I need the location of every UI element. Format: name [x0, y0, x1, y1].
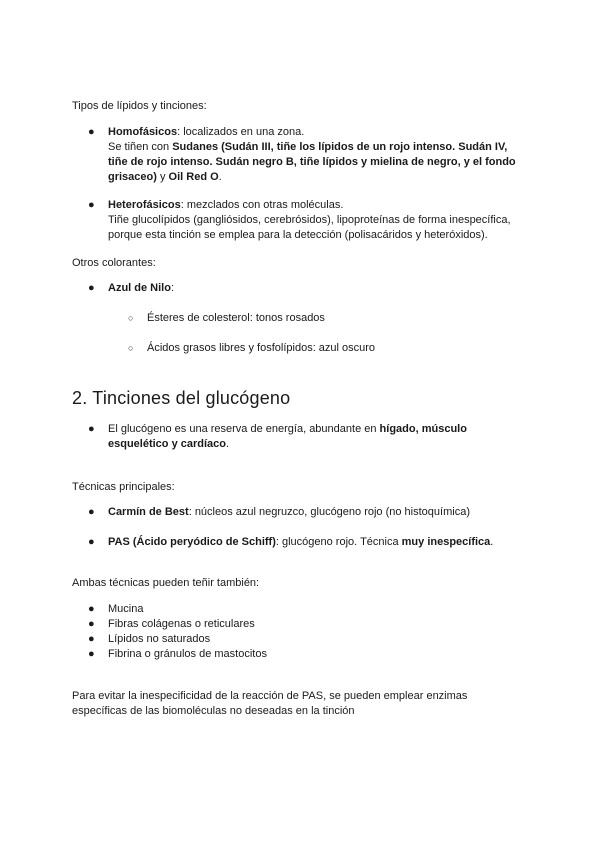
azul-nilo-colon: : [170, 282, 175, 294]
bullet-icon: ● [88, 199, 95, 211]
homofasicos-line4-bold: grisaceo) [108, 171, 157, 183]
heterofasicos-line3: porque esta tinción se emplea para la detección (polisacáridos y heteróxidos). [108, 229, 488, 241]
ambas-title: Ambas técnicas pueden teñir también: [72, 577, 260, 589]
oil-red-o: Oil Red O [168, 171, 219, 183]
list-item-fibras [88, 617, 548, 632]
carmin-best-text [108, 505, 528, 520]
pas-desc: : glucógeno rojo. Técnica [275, 536, 402, 548]
heterofasicos-text [108, 198, 528, 243]
intro-text: Tipos de lípidos y tinciones: [72, 100, 207, 112]
list-item-pas [88, 535, 548, 550]
homofasicos-line2-plain: Se tiñen con [108, 141, 173, 153]
bullet-icon: ● [88, 618, 95, 630]
mucina-text: Mucina [108, 603, 144, 615]
pas-term: PAS (Ácido peryódico de Schiff) [108, 536, 276, 548]
tecnicas-title: Técnicas principales: [72, 481, 175, 493]
homofasicos-line2-bold: Sudanes (Sudán III, tiñe los lípidos de un rojo intenso. Sudán IV, [172, 141, 508, 153]
list-item-carmin-best [88, 505, 548, 520]
list-item-mucina [88, 602, 548, 617]
list-item-heterofasicos [88, 198, 548, 243]
azul-nilo-text [108, 281, 528, 296]
final-paragraph-line2: específicas de las biomoléculas no deseadas en la tinción [72, 705, 355, 717]
azul-nilo-term: Azul de Nilo [108, 282, 171, 294]
bullet-icon: ● [88, 423, 95, 435]
glucogeno-line2-end: . [226, 438, 230, 450]
carmin-best-term: Carmín de Best [108, 506, 189, 518]
list-item-fibrina [88, 647, 548, 662]
homofasicos-line4-end: . [218, 171, 222, 183]
otros-colorantes-title: Otros colorantes: [72, 257, 156, 269]
heterofasicos-line2: Tiñe glucolípidos (gangliósidos, cerebrósidos), lipoproteínas de forma inespecífica, [108, 214, 511, 226]
glucogeno-text [108, 422, 528, 452]
bullet-icon: ● [88, 648, 95, 660]
esteres-text: Ésteres de colesterol: tonos rosados [147, 312, 325, 324]
sublist-item-acidos [128, 341, 488, 356]
list-item-lipidos [88, 632, 548, 647]
homofasicos-term: Homofásicos [108, 126, 178, 138]
acidos-text: Ácidos grasos libres y fosfolípidos: azul oscuro [147, 342, 376, 354]
bullet-icon: ● [88, 126, 95, 138]
glucogeno-line1-bold: hígado, músculo [379, 423, 467, 435]
circle-bullet-icon: ○ [128, 313, 134, 323]
glucogeno-line1-plain: El glucógeno es una reserva de energía, abundante en [108, 423, 380, 435]
fibras-text: Fibras colágenas o reticulares [108, 618, 255, 630]
bullet-icon: ● [88, 282, 95, 294]
final-paragraph-line1: Para evitar la inespecificidad de la reacción de PAS, se pueden emplear enzimas [72, 690, 468, 702]
pas-text [108, 535, 528, 550]
glucogeno-line2-bold: esquelético y cardíaco [108, 438, 226, 450]
heterofasicos-term: Heterofásicos [108, 199, 181, 211]
circle-bullet-icon: ○ [128, 343, 134, 353]
pas-emphasis: muy inespecífica [401, 536, 491, 548]
section-heading: 2. Tinciones del glucógeno [72, 388, 291, 408]
bullet-icon: ● [88, 536, 95, 548]
bullet-icon: ● [88, 603, 95, 615]
pas-end: . [490, 536, 494, 548]
carmin-best-desc: : núcleos azul negruzco, glucógeno rojo (no histoquímica) [188, 506, 470, 518]
homofasicos-desc: : localizados en una zona. [177, 126, 305, 138]
lipidos-text: Lípidos no saturados [108, 633, 211, 645]
fibrina-text: Fibrina o gránulos de mastocitos [108, 648, 267, 660]
bullet-icon: ● [88, 506, 95, 518]
homofasicos-line3-bold: tiñe de rojo intenso. Sudán negro B, tiñe lípidos y mielina de negro, y el fondo [108, 156, 516, 168]
heterofasicos-desc: : mezclados con otras moléculas. [180, 199, 344, 211]
list-item-homofasicos [88, 125, 548, 185]
list-item-azul-nilo [88, 281, 548, 296]
bullet-icon: ● [88, 633, 95, 645]
homofasicos-text [108, 125, 528, 185]
sublist-item-esteres [128, 311, 488, 326]
homofasicos-line4-plain: y [156, 171, 169, 183]
list-item-glucogeno [88, 422, 548, 452]
